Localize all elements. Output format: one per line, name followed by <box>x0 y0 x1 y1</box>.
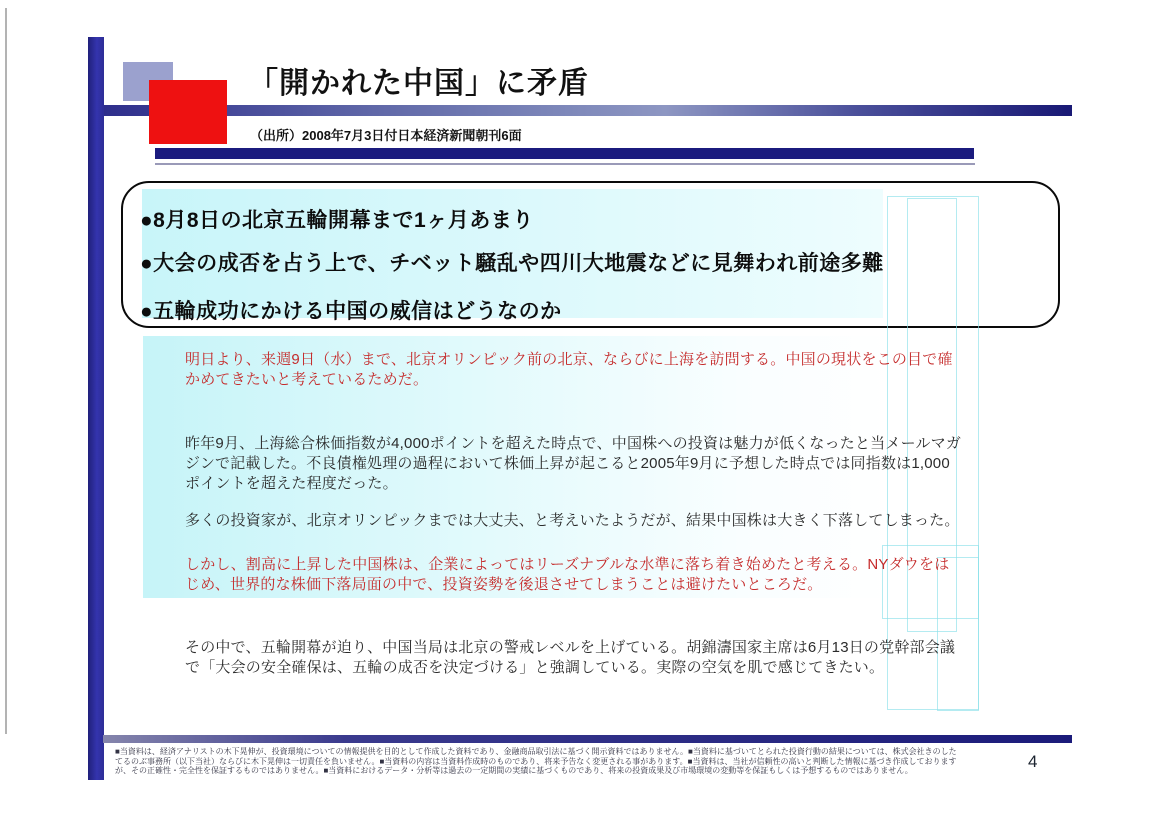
body-paragraph-5: その中で、五輪開幕が迫り、中国当局は北京の警戒レベルを上げている。胡錦濤国家主席は6月13日の党幹部会議で「大会の安全確保は、五輪の成否を決定づける」と強調している。実際の空気を肌で感じてきたい。 <box>185 639 956 676</box>
left-accent-bar <box>88 37 104 780</box>
footer-disclaimer-line-1: ■当資料は、経済アナリストの木下晃伸が、投資環境についての情報提供を目的として作成した資料であり、金融商品取引法に基づく開示資料ではありません。■当資料に基づいてとられた投資行動の結果については、株式会社きのした <box>115 747 957 756</box>
page-title: 「開かれた中国」に矛盾 <box>248 67 589 100</box>
page-number: 4 <box>1028 752 1038 771</box>
body-paragraph-2: 昨年9月、上海総合株価指数が4,000ポイントを超えた時点で、中国株への投資は魅力が低くなったと当メールマガジンで記載した。不良債権処理の過程において株価上昇が起こると2005年9月に予想した時点では同指数は1,000ポイントを超えた程度だった。 <box>185 435 962 492</box>
headline-bullet-2: ●大会の成否を占う上で、チベット騒乱や四川大地震などに見舞われ前途多難 <box>140 252 884 275</box>
headline-bullet-1: ●8月8日の北京五輪開幕まで1ヶ月あまり <box>140 209 534 232</box>
body-paragraph-3: 多くの投資家が、北京オリンピックまでは大丈夫、と考えいたようだが、結果中国株は大きく下落してしまった。 <box>185 512 960 529</box>
source-note: （出所）2008年7月3日付日本経済新聞朝刊6面 <box>250 128 522 143</box>
page-left-edge-line <box>5 8 7 734</box>
header-navy-rule <box>155 148 974 159</box>
body-paragraph-1: 明日より、来週9日（水）まで、北京オリンピック前の北京、ならびに上海を訪問する。中国の現状をこの目で確かめてきたいと考えているためだ。 <box>185 351 953 388</box>
footer-disclaimer-line-3: が、その正確性・完全性を保証するものではありません。■当資料におけるデータ・分析等は過去の一定期間の実績に基づくものであり、将来の投資成果及び市場環境の変動等を保証もしくは予想するものではありません。 <box>115 766 913 775</box>
footer-disclaimer-line-2: てるのぶ事務所（以下当社）ならびに木下晃伸は一切責任を負いません。■当資料の内容は当資料作成時のものであり、将来予告なく変更される事があります。■当資料は、当社が信頼性の高いと判断した情報に基づき作成しております <box>115 756 957 766</box>
footer-disclaimer <box>115 747 1017 776</box>
body-paragraph-4: しかし、割高に上昇した中国株は、企業によってはリーズナブルな水準に落ち着き始めたと考える。NYダウをはじめ、世界的な株価下落局面の中で、投資姿勢を後退させてしまうことは避けたいところだ。 <box>185 556 950 593</box>
headline-bullet-3: ●五輪成功にかける中国の威信はどうなのか <box>140 300 562 323</box>
header-thin-rule <box>155 163 975 165</box>
red-square-decoration <box>149 80 227 144</box>
header-gradient-rule <box>104 105 1072 116</box>
footer-gradient-rule <box>103 735 1072 743</box>
